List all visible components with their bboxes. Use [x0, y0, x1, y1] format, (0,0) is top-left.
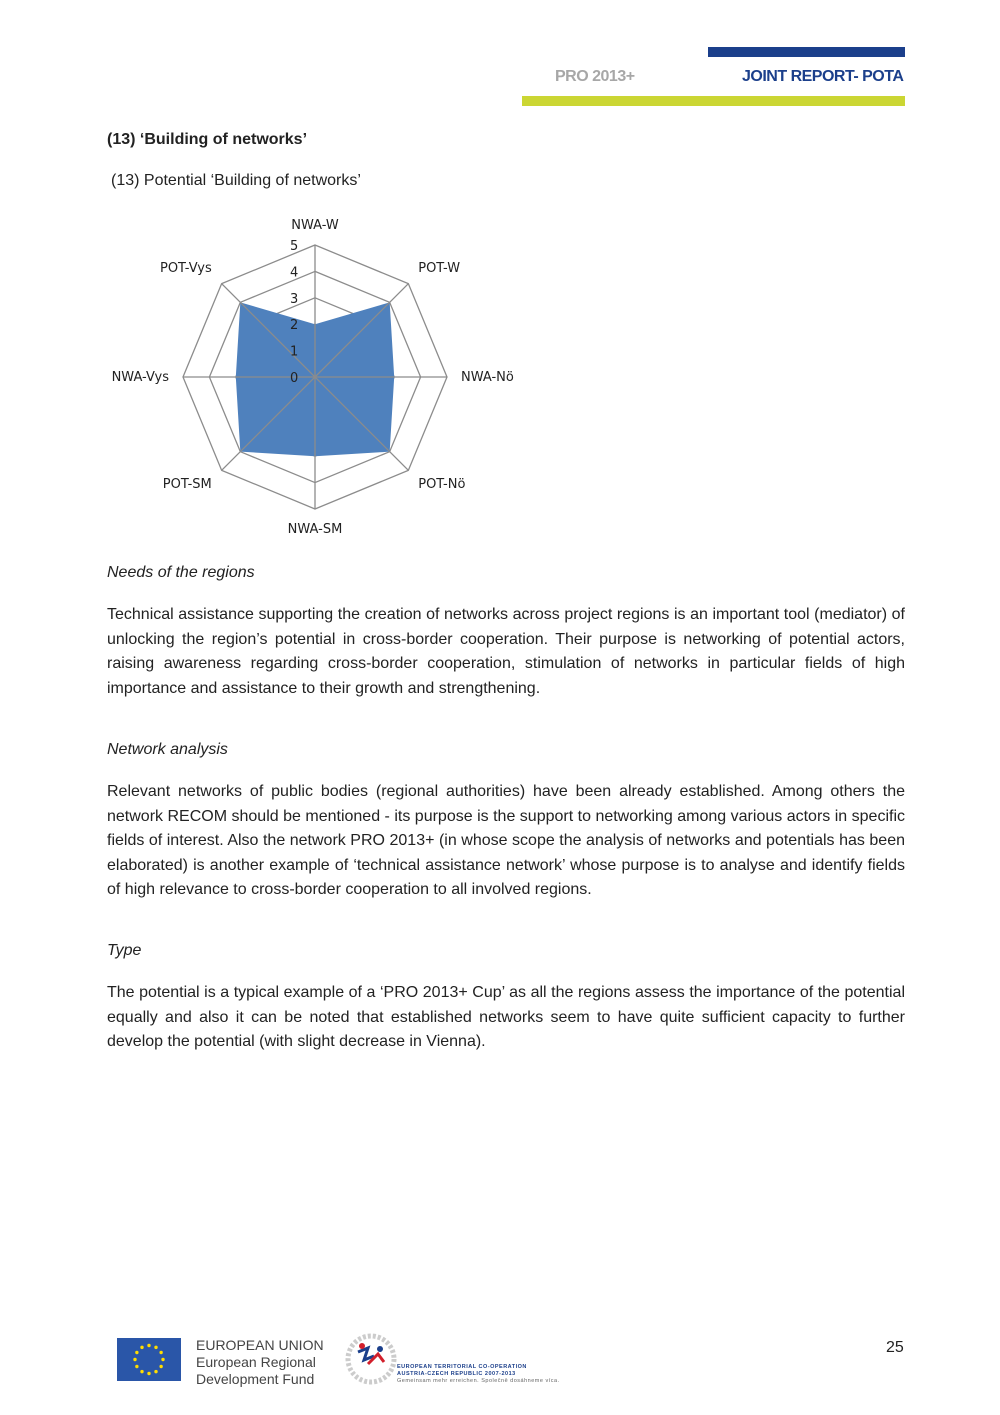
header-right-title: JOINT REPORT- POTA — [742, 68, 904, 85]
paragraph-type: The potential is a typical example of a ‘PRO 2013+ Cup’ as all the regions assess the importance of the potential equally and also it can be noted that established networks seem to have quite sufficient capacity to further develop the potential (with slight decrease in Vienna). — [107, 984, 905, 1050]
eu-line-1: EUROPEAN UNION — [196, 1337, 324, 1353]
eu-star-icon — [135, 1351, 138, 1354]
radar-tick-label: 0 — [290, 371, 299, 386]
radar-category-label: POT-Nö — [418, 477, 466, 493]
eu-star-icon — [159, 1351, 162, 1354]
radar-category-label: POT-W — [418, 260, 461, 276]
eu-star-icon — [154, 1370, 157, 1373]
etc-text — [397, 1364, 560, 1385]
eu-star-icon — [154, 1346, 157, 1349]
header-green-bar — [522, 96, 905, 106]
etc-line-2: AUSTRIA-CZECH REPUBLIC 2007-2013 — [397, 1371, 516, 1377]
radar-tick-label: 3 — [290, 291, 299, 307]
radar-tick-label: 5 — [290, 239, 299, 254]
heading-type: Type — [107, 942, 142, 959]
eu-star-icon — [147, 1372, 150, 1375]
eu-star-icon — [135, 1365, 138, 1368]
radar-category-label: NWA-SM — [287, 522, 343, 537]
radar-tick-label: 2 — [290, 318, 299, 334]
eu-star-icon — [140, 1370, 143, 1373]
eu-star-icon — [159, 1365, 162, 1368]
eu-star-icon — [133, 1358, 136, 1361]
paragraph-network-analysis: Relevant networks of public bodies (regional authorities) have been already established. Among others the network RECOM should be mentioned - its purpose is the support to networking among various actors in specific fields of interest. Also the network PRO 2013+ (in whose scope the analysis of networks and potentials has been elaborated) is another example of ‘technical assistance network’ whose purpose is to analyse and identify fields of high relevance to cross-border cooperation to all involved regions. — [107, 783, 905, 898]
header-blue-bar — [708, 47, 905, 57]
radar-category-label: NWA-W — [291, 218, 339, 233]
eu-fund-text — [196, 1337, 324, 1388]
eu-star-icon — [147, 1344, 150, 1347]
radar-tick-label: 1 — [290, 344, 299, 360]
eu-flag-logo — [117, 1338, 181, 1381]
section-title: (13) ‘Building of networks’ — [107, 131, 308, 148]
paragraph-needs: Technical assistance supporting the creation of networks across project regions is an important tool (mediator) of unlocking the region’s potential in cross-border cooperation. Their purpose is networking of potential actors, raising awareness regarding cross-border cooperation, stimulation of networks in particular fields of high importance and assistance to their growth and strengthening. — [107, 606, 905, 697]
eu-line-2: European Regional — [196, 1354, 316, 1370]
chart-title: (13) Potential ‘Building of networks’ — [111, 172, 361, 189]
header-left-title: PRO 2013+ — [555, 68, 635, 85]
heading-needs: Needs of the regions — [107, 564, 255, 581]
radar-tick-label: 4 — [290, 265, 299, 281]
eu-star-icon — [161, 1358, 164, 1361]
heading-network-analysis: Network analysis — [107, 741, 228, 758]
etc-line-3: Gemeinsam mehr erreichen. Společně dosáhneme víca. — [397, 1378, 560, 1384]
eu-star-icon — [140, 1346, 143, 1349]
eu-line-3: Development Fund — [196, 1371, 315, 1387]
etc-line-1: EUROPEAN TERRITORIAL CO-OPERATION — [397, 1364, 527, 1370]
radar-category-label: NWA-Nö — [461, 370, 514, 385]
radar-category-label: POT-Vys — [159, 260, 212, 276]
radar-category-label: NWA-Vys — [111, 370, 169, 385]
radar-chart — [100, 210, 540, 540]
radar-category-label: POT-SM — [162, 477, 212, 493]
page-number: 25 — [886, 1339, 904, 1356]
